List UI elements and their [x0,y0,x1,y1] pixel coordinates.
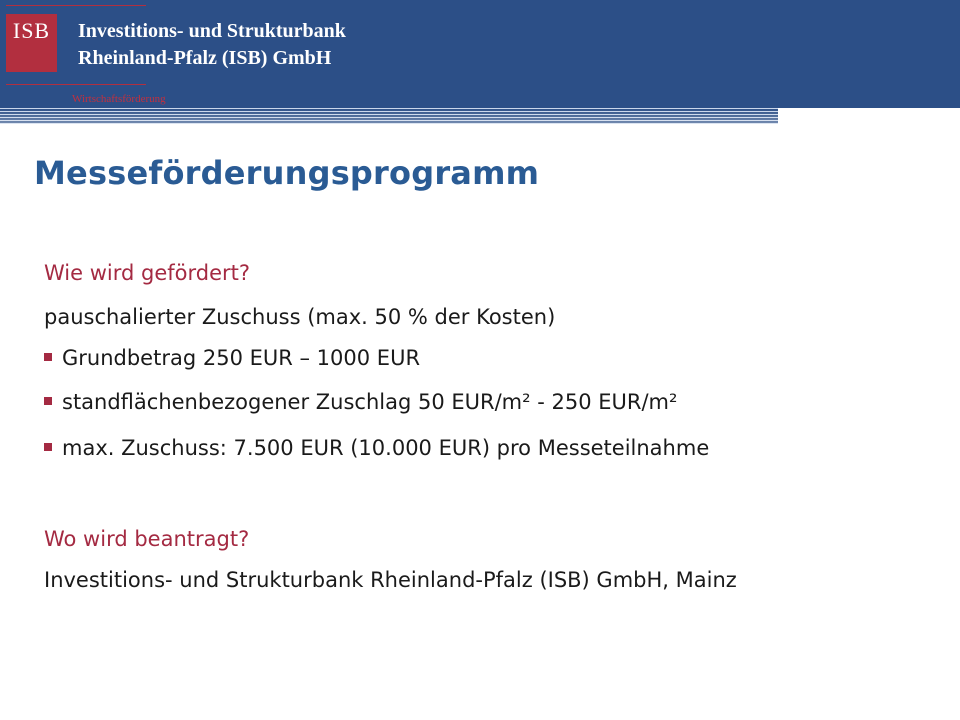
funding-intro: pauschalierter Zuschuss (max. 50 % der Kosten) [44,305,556,329]
bullet-item [44,344,420,372]
apply-answer: Investitions- und Strukturbank Rheinland-Pfalz (ISB) GmbH, Mainz [44,568,737,592]
bullet-item [44,388,677,416]
bullet-square-icon [44,443,52,451]
isb-logo-text: ISB [12,18,51,43]
question-where-apply: Wo wird beantragt? [44,527,250,551]
bank-name-line1: Investitions- und Strukturbank [78,20,346,42]
bullet-text: standflächenbezogener Zuschlag 50 EUR/m² - 250 EUR/m² [62,390,678,414]
bullet-text: max. Zuschuss: 7.500 EUR (10.000 EUR) pro Messeteilnahme [62,436,710,460]
bullet-square-icon [44,397,52,405]
bullet-square-icon [44,353,52,361]
header-stripes-fade [0,108,778,124]
bullet-item [44,434,709,462]
bank-name-line2: Rheinland-Pfalz (ISB) GmbH [78,47,332,69]
bank-tagline: Wirtschaftsförderung [72,93,166,105]
bullet-text: Grundbetrag 250 EUR – 1000 EUR [62,346,421,370]
logo-rule-bottom [6,84,146,85]
logo-rule-top [6,5,146,6]
bank-name [78,18,346,72]
question-how-funded: Wie wird gefördert? [44,261,251,285]
slide-title: Messeförderungsprogramm [34,154,540,192]
isb-logo [6,14,57,72]
